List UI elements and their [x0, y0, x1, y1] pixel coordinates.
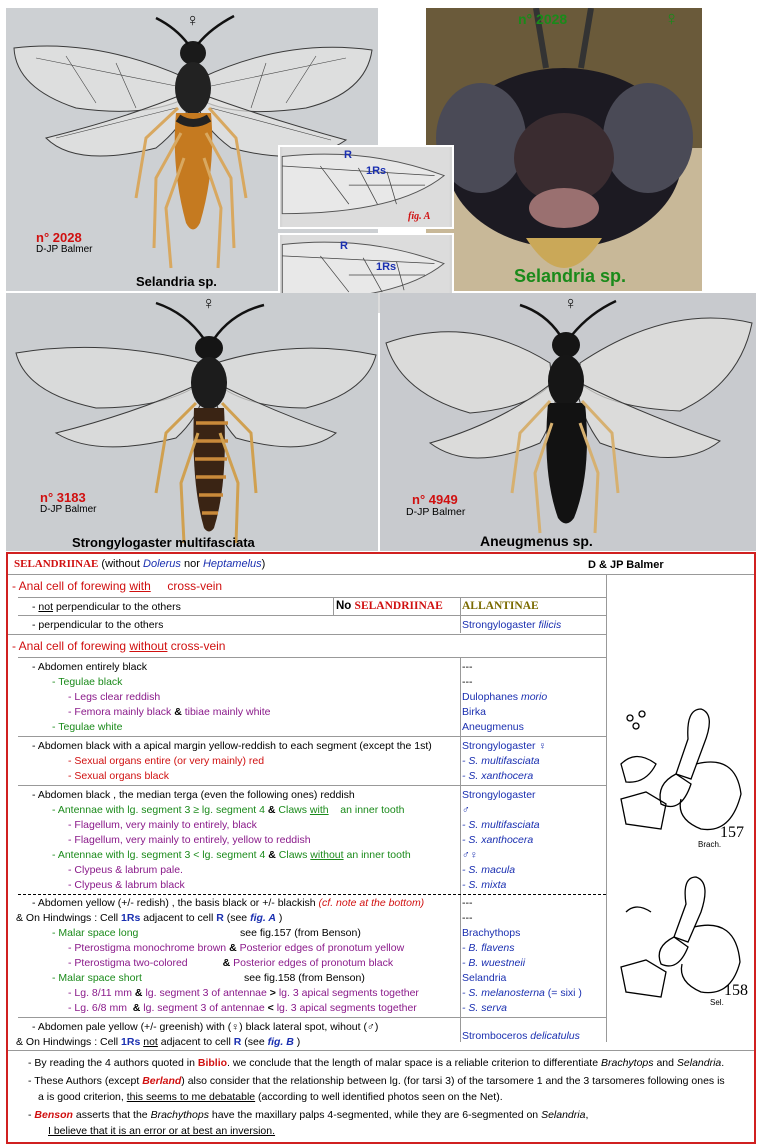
text: - Lg. 6/8 mm: [68, 1002, 127, 1014]
g3-row: [52, 849, 411, 861]
text: &: [132, 1002, 141, 1014]
species-name: Selandria sp.: [514, 266, 627, 286]
text: without: [310, 849, 344, 861]
text: R: [216, 912, 224, 924]
fig-158-label: Sel.: [710, 998, 724, 1007]
row-perpendicular: - perpendicular to the others: [32, 619, 164, 631]
text: an inner tooth: [340, 804, 405, 816]
g1-result: Aneugmenus: [462, 721, 524, 733]
key-header: [14, 558, 265, 570]
note-2: [28, 1075, 725, 1087]
g3-result: ♂♀: [462, 849, 478, 861]
text: tibiae mainly white: [184, 706, 271, 718]
text: .: [721, 1057, 725, 1069]
photo-aneugmenus: [380, 293, 756, 551]
text: Dulophanes: [462, 691, 519, 703]
note-5: [48, 1125, 275, 1137]
head-image: [426, 8, 702, 291]
allantinae: ALLANTINAE: [462, 600, 539, 612]
note-3: [38, 1091, 503, 1103]
text: delicatulus: [530, 1030, 580, 1042]
photo-selandria-head: [426, 8, 702, 291]
text: Claws: [278, 849, 308, 861]
g3-result: - S. macula: [462, 864, 516, 876]
fig-157-label: Brach.: [698, 840, 722, 849]
identification-key: [6, 552, 756, 1144]
text: &: [134, 987, 143, 999]
text: a is good criterion,: [38, 1091, 124, 1103]
g5-result: [462, 1030, 580, 1042]
fig-a-wing: [278, 145, 454, 229]
photo-author: D-JP Balmer: [406, 506, 466, 518]
text: >: [269, 987, 276, 999]
text: Posterior edges of pronotum black: [233, 957, 394, 969]
text: have the maxillary palps 4-segmented, while they are 6-segmented on: [211, 1109, 539, 1121]
g1-row: - Abdomen entirely black: [32, 661, 147, 673]
text: ): [278, 912, 283, 924]
text: not: [38, 601, 54, 613]
text: 1Rs: [121, 1036, 141, 1048]
text: fig. A: [250, 912, 276, 924]
text: (according to well identified photos seen on the Net).: [258, 1091, 503, 1103]
g4-row: see fig.157 (from Benson): [240, 927, 361, 939]
text: - Antennae with lg. segment 3 ≥ lg. segment 4: [52, 804, 265, 816]
g4-result: - B. wuestneii: [462, 957, 526, 969]
g3-row: - Clypeus & labrum black: [68, 879, 185, 891]
text: lg. segment 3 of antennae: [143, 1002, 265, 1014]
text: & On Hindwings : Cell: [16, 912, 119, 924]
g4-row: - Malar space long: [52, 927, 139, 939]
text: &: [267, 804, 276, 816]
fig-158-number: 158: [724, 982, 748, 999]
text: asserts that the: [75, 1109, 148, 1121]
text: -: [28, 1109, 32, 1121]
g4-row: [68, 987, 419, 999]
text: adjacent to cell: [160, 1036, 231, 1048]
fig-label: fig. A: [408, 211, 431, 222]
female-symbol: ♀: [202, 293, 216, 313]
text: Selandria: [541, 1109, 586, 1121]
text: &: [268, 849, 276, 861]
g5-row: - Abdomen pale yellow (+/- greenish) with (♀) black lateral spot, wihout (♂): [32, 1021, 379, 1033]
text: Selandria: [676, 1057, 722, 1069]
photo-author: D-JP Balmer: [40, 504, 97, 515]
text: . we conclude that the length of malar space is a reliable criterion to differentiate: [227, 1057, 599, 1069]
text: - Femora mainly black: [68, 706, 172, 718]
text: an inner tooth: [346, 849, 411, 861]
g2-result: Strongylogaster ♀: [462, 740, 547, 752]
text: &: [174, 706, 182, 718]
no-selandriinae: [336, 600, 443, 612]
text: with: [129, 579, 151, 593]
g1-result: ---: [462, 661, 473, 673]
text: - Pterostigma monochrome brown: [68, 942, 227, 954]
text: without: [129, 639, 168, 653]
text: Brachytops: [601, 1057, 654, 1069]
text: adjacent to cell: [143, 912, 214, 924]
photo-author: D-JP Balmer: [36, 244, 93, 255]
text: & On Hindwings : Cell: [16, 1036, 119, 1048]
text: Strongylogaster: [462, 619, 536, 631]
g1-result: ---: [462, 676, 473, 688]
g4-row: [16, 912, 282, 924]
row-not-perpendicular: [32, 601, 181, 613]
g1-result: [462, 691, 547, 703]
text: - Abdomen yellow (+/- redish) , the basis black or +/- blackish: [32, 897, 316, 909]
photo-strongylogaster: [6, 293, 378, 551]
g2-row: - Sexual organs entire (or very mainly) red: [68, 755, 265, 767]
genus-name: Dolerus: [143, 558, 181, 570]
text: lg. segment 3 of antennae: [145, 987, 267, 999]
family-name: SELANDRIINAE: [14, 558, 99, 570]
authors: D & JP Balmer: [588, 559, 664, 571]
specimen-number: n° 2028: [36, 230, 82, 245]
text: - Anal cell of forewing: [12, 639, 127, 653]
text: Claws: [278, 804, 307, 816]
g3-row: - Abdomen black , the median terga (even the following ones) reddish: [32, 789, 355, 801]
species-name: Strongylogaster multifasciata: [72, 535, 255, 550]
g4-row: [68, 1002, 417, 1014]
g2-result: - S. multifasciata: [462, 755, 540, 767]
g3-row: - Flagellum, very mainly to entirely, yellow to reddish: [68, 834, 311, 846]
g5-row: [16, 1036, 300, 1048]
text: Benson: [34, 1109, 73, 1121]
species-name: Selandria sp.: [136, 274, 217, 289]
species-name: Aneugmenus sp.: [480, 533, 593, 549]
g4-result: [462, 987, 582, 999]
fig-157-number: 157: [720, 824, 744, 841]
text: perpendicular to the others: [53, 601, 181, 613]
g4-row: - Malar space short: [52, 972, 142, 984]
g3-result: ♂: [462, 804, 470, 816]
text: Stromboceros: [462, 1030, 528, 1042]
g3-row: - Flagellum, very mainly to entirely, black: [68, 819, 257, 831]
text: ,: [585, 1109, 589, 1121]
g2-row: - Abdomen black with a apical margin yellow-reddish to each segment (except the 1st): [32, 740, 432, 752]
g4-result: ---: [462, 897, 473, 909]
text: Berland: [142, 1075, 182, 1087]
text: - By reading the 4 authors quoted in: [28, 1057, 195, 1069]
g4-result: ---: [462, 912, 473, 924]
text: 1Rs: [121, 912, 141, 924]
g1-row: - Tegulae black: [52, 676, 123, 688]
text: and: [656, 1057, 674, 1069]
label-r: R: [340, 240, 348, 252]
text: lg. 3 apical segments together: [276, 1002, 417, 1014]
g3-result: Strongylogaster: [462, 789, 536, 801]
label-r: R: [344, 149, 352, 161]
text: I believe that it is an error or at best an inversion.: [48, 1125, 276, 1137]
text: not: [143, 1036, 158, 1048]
text: <: [267, 1002, 274, 1014]
text: this seems to me debatable: [126, 1091, 256, 1103]
text: - Anal cell of forewing: [12, 579, 127, 593]
text: lg. 3 apical segments together: [278, 987, 419, 999]
text: nor: [183, 558, 200, 570]
text: -: [32, 601, 39, 613]
text: - S. melanosterna: [462, 987, 545, 999]
text: with: [309, 804, 329, 816]
specimen-number: n° 3183: [40, 490, 86, 505]
genus-name: Heptamelus: [202, 558, 262, 570]
female-symbol: ♀: [564, 293, 578, 313]
specimen-number: n° 2028: [518, 11, 568, 27]
text: morio: [520, 691, 548, 703]
female-symbol: ♀: [186, 10, 200, 30]
text: (= sixi ): [547, 987, 582, 999]
g4-row: [68, 942, 404, 954]
text: filicis: [538, 619, 562, 631]
text: ): [261, 558, 266, 570]
note-4: [28, 1109, 588, 1121]
specimen-number: n° 4949: [412, 492, 458, 507]
text: - Pterostigma two-colored: [68, 957, 188, 969]
text: ): [296, 1036, 301, 1048]
text: cross-vein: [170, 639, 226, 653]
text: fig. B: [267, 1036, 294, 1048]
label-1rs: 1Rs: [366, 165, 387, 177]
g1-row: [68, 706, 271, 718]
g4-row: [32, 897, 424, 909]
g1-row: - Legs clear reddish: [68, 691, 161, 703]
g4-result: - B. flavens: [462, 942, 515, 954]
g2-result: - S. xanthocera: [462, 770, 534, 782]
section-with-cross-vein: [12, 579, 222, 593]
g4-result: - S. serva: [462, 1002, 507, 1014]
g3-result: - S. xanthocera: [462, 834, 534, 846]
text: ) also consider that the relationship between lg. (for tarsi 3) of the tarsomere 1 and the 3 tarsomeres following ones is: [181, 1075, 725, 1087]
text: (see: [226, 912, 248, 924]
g4-result: Selandria: [462, 972, 507, 984]
g1-result: Birka: [462, 706, 486, 718]
text: - Antennae with lg. segment 3 < lg. segment 4: [52, 849, 266, 861]
section-without-cross-vein: [12, 639, 225, 653]
text: Brachythops: [150, 1109, 209, 1121]
text: Biblio: [197, 1057, 228, 1069]
g1-row: - Tegulae white: [52, 721, 123, 733]
g2-row: - Sexual organs black: [68, 770, 169, 782]
g4-row: see fig.158 (from Benson): [244, 972, 365, 984]
note-1: [28, 1057, 724, 1069]
text: (without: [101, 558, 140, 570]
text: SELANDRIINAE: [354, 600, 443, 612]
text: (cf. note at the bottom): [318, 897, 425, 909]
text: - These Authors (except: [28, 1075, 140, 1087]
g3-result: - S. mixta: [462, 879, 507, 891]
g4-result: Brachythops: [462, 927, 521, 939]
text: cross-vein: [167, 579, 223, 593]
strongylogaster-filicis: [462, 619, 561, 631]
text: R: [233, 1036, 242, 1048]
text: &: [222, 957, 231, 969]
label-1rs: 1Rs: [376, 261, 397, 273]
text: &: [229, 942, 237, 954]
text: No: [336, 600, 352, 612]
g3-row: [52, 804, 405, 816]
g3-result: - S. multifasciata: [462, 819, 540, 831]
text: (see: [244, 1036, 265, 1048]
figure-157-head: [616, 704, 746, 844]
text: Posterior edges of pronotum yellow: [239, 942, 405, 954]
text: - Lg. 8/11 mm: [68, 987, 132, 999]
female-symbol: ♀: [664, 8, 679, 30]
g4-row: [68, 957, 393, 969]
g3-row: - Clypeus & labrum pale.: [68, 864, 183, 876]
